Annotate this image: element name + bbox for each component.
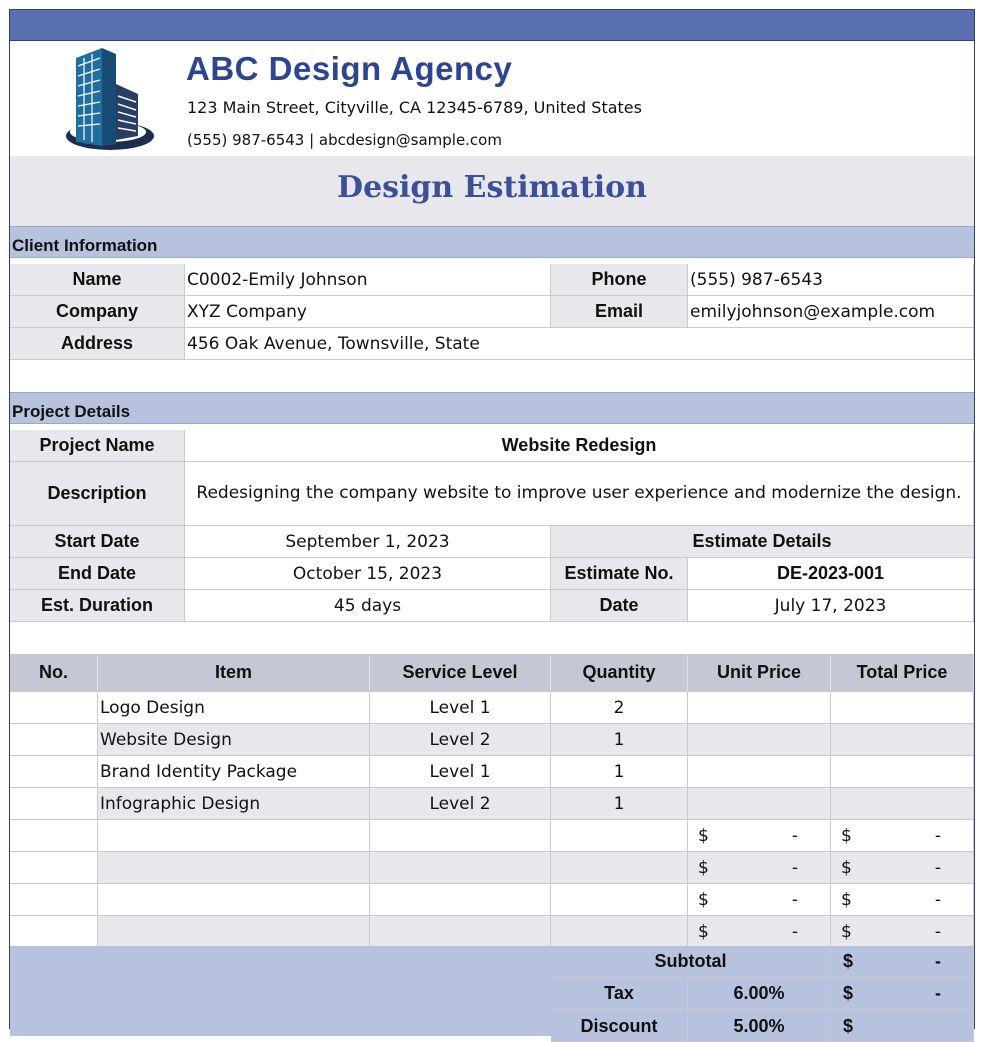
cell-no[interactable] (10, 884, 98, 916)
cell-service-level[interactable]: Level 2 (370, 788, 551, 820)
cell-unit-price-amount: - (791, 889, 798, 910)
cell-quantity[interactable]: 1 (551, 788, 688, 820)
document-title: Design Estimation (337, 170, 647, 205)
cell-total-price-amount: - (934, 889, 941, 910)
client-phone-field[interactable]: (555) 987-6543 (688, 264, 974, 296)
cell-quantity[interactable]: 2 (551, 692, 688, 724)
project-name-label: Project Name (10, 430, 185, 462)
client-address-label: Address (10, 328, 185, 360)
estimate-sheet (9, 9, 975, 1036)
cell-total-price-amount: - (934, 921, 941, 942)
cell-no[interactable] (10, 820, 98, 852)
cell-total-price[interactable] (831, 852, 974, 884)
cell-item[interactable] (98, 884, 370, 916)
cell-unit-price-currency: $ (698, 825, 709, 846)
cell-unit-price[interactable] (688, 852, 831, 884)
summary-band (10, 946, 551, 1036)
cell-unit-price-currency: $ (698, 857, 709, 878)
discount-rate[interactable]: 5.00% (688, 1010, 831, 1042)
cell-no[interactable] (10, 724, 98, 756)
cell-unit-price[interactable] (688, 692, 831, 724)
end-date-label: End Date (10, 558, 185, 590)
cell-no[interactable] (10, 756, 98, 788)
client-company-field[interactable]: XYZ Company (185, 296, 551, 328)
cell-unit-price[interactable] (688, 788, 831, 820)
start-date-label: Start Date (10, 526, 185, 558)
cell-total-price[interactable] (831, 724, 974, 756)
tax-label: Tax (551, 978, 688, 1010)
cell-total-price[interactable] (831, 916, 974, 948)
project-details-label: Project Details (12, 402, 131, 421)
cell-quantity[interactable] (551, 852, 688, 884)
cell-total-price-currency: $ (841, 921, 852, 942)
col-header-service-level: Service Level (370, 654, 551, 692)
cell-unit-price-amount: - (791, 857, 798, 878)
estimate-date-field[interactable]: July 17, 2023 (688, 590, 974, 622)
cell-service-level[interactable]: Level 1 (370, 692, 551, 724)
cell-total-price[interactable] (831, 788, 974, 820)
cell-service-level[interactable]: Level 2 (370, 724, 551, 756)
client-email-label: Email (551, 296, 688, 328)
cell-no[interactable] (10, 916, 98, 948)
cell-quantity[interactable]: 1 (551, 756, 688, 788)
cell-unit-price[interactable] (688, 916, 831, 948)
company-contact: (555) 987-6543 | abcdesign@sample.com (187, 131, 502, 149)
discount-currency: $ (843, 1016, 854, 1036)
duration-field[interactable]: 45 days (185, 590, 551, 622)
building-logo-icon (62, 44, 156, 156)
tax-rate[interactable]: 6.00% (688, 978, 831, 1010)
estimate-no-label: Estimate No. (551, 558, 688, 590)
duration-label: Est. Duration (10, 590, 185, 622)
cell-unit-price[interactable] (688, 724, 831, 756)
tax-value (831, 978, 974, 1010)
cell-item[interactable] (98, 916, 370, 948)
cell-service-level[interactable] (370, 852, 551, 884)
subtotal-value (831, 946, 974, 978)
cell-quantity[interactable]: 1 (551, 724, 688, 756)
cell-unit-price-currency: $ (698, 889, 709, 910)
cell-no[interactable] (10, 692, 98, 724)
client-phone-label: Phone (551, 264, 688, 296)
cell-total-price-currency: $ (841, 825, 852, 846)
estimate-no-field[interactable]: DE-2023-001 (688, 558, 974, 590)
cell-total-price[interactable] (831, 692, 974, 724)
top-accent-bar (10, 10, 974, 41)
project-name-field[interactable]: Website Redesign (185, 430, 974, 462)
company-address: 123 Main Street, Cityville, CA 12345-6789, United States (187, 98, 642, 117)
cell-quantity[interactable] (551, 884, 688, 916)
estimate-details-header: Estimate Details (551, 526, 974, 558)
cell-total-price[interactable] (831, 820, 974, 852)
cell-unit-price-currency: $ (698, 921, 709, 942)
end-date-field[interactable]: October 15, 2023 (185, 558, 551, 590)
tax-currency: $ (843, 983, 854, 1003)
client-email-field[interactable]: emilyjohnson@example.com (688, 296, 974, 328)
project-description-field[interactable]: Redesigning the company website to improve user experience and modernize the design. (185, 462, 974, 526)
cell-item[interactable] (98, 820, 370, 852)
cell-total-price-amount: - (934, 857, 941, 878)
client-info-label: Client Information (12, 236, 158, 255)
subtotal-currency: $ (843, 951, 854, 971)
col-header-item: Item (98, 654, 370, 692)
cell-unit-price[interactable] (688, 820, 831, 852)
company-name: ABC Design Agency (186, 50, 513, 87)
cell-quantity[interactable] (551, 820, 688, 852)
client-company-label: Company (10, 296, 185, 328)
discount-label: Discount (551, 1010, 688, 1042)
cell-item[interactable] (98, 852, 370, 884)
discount-value (831, 1010, 974, 1042)
project-details-header (10, 392, 974, 424)
client-address-field[interactable]: 456 Oak Avenue, Townsville, State (185, 328, 974, 360)
subtotal-amount: - (935, 951, 941, 971)
cell-total-price[interactable] (831, 756, 974, 788)
cell-no[interactable] (10, 852, 98, 884)
cell-service-level[interactable]: Level 1 (370, 756, 551, 788)
tax-amount: - (935, 983, 941, 1003)
cell-total-price-currency: $ (841, 889, 852, 910)
client-info-header (10, 226, 974, 258)
cell-service-level[interactable] (370, 820, 551, 852)
project-description-label: Description (10, 462, 185, 526)
cell-no[interactable] (10, 788, 98, 820)
cell-total-price-amount: - (934, 825, 941, 846)
subtotal-label: Subtotal (551, 946, 831, 978)
cell-item[interactable]: Brand Identity Package (98, 756, 370, 788)
start-date-field[interactable]: September 1, 2023 (185, 526, 551, 558)
cell-item[interactable]: Infographic Design (98, 788, 370, 820)
cell-unit-price[interactable] (688, 756, 831, 788)
cell-service-level[interactable] (370, 916, 551, 948)
cell-service-level[interactable] (370, 884, 551, 916)
col-header-quantity: Quantity (551, 654, 688, 692)
cell-unit-price-amount: - (791, 921, 798, 942)
cell-total-price[interactable] (831, 884, 974, 916)
cell-item[interactable]: Website Design (98, 724, 370, 756)
cell-item[interactable]: Logo Design (98, 692, 370, 724)
cell-quantity[interactable] (551, 916, 688, 948)
client-name-label: Name (10, 264, 185, 296)
cell-unit-price[interactable] (688, 884, 831, 916)
cell-total-price-currency: $ (841, 857, 852, 878)
col-header-no: No. (10, 654, 98, 692)
col-header-total-price: Total Price (831, 654, 974, 692)
cell-unit-price-amount: - (791, 825, 798, 846)
client-name-field[interactable]: C0002-Emily Johnson (185, 264, 551, 296)
col-header-unit-price: Unit Price (688, 654, 831, 692)
estimate-date-label: Date (551, 590, 688, 622)
